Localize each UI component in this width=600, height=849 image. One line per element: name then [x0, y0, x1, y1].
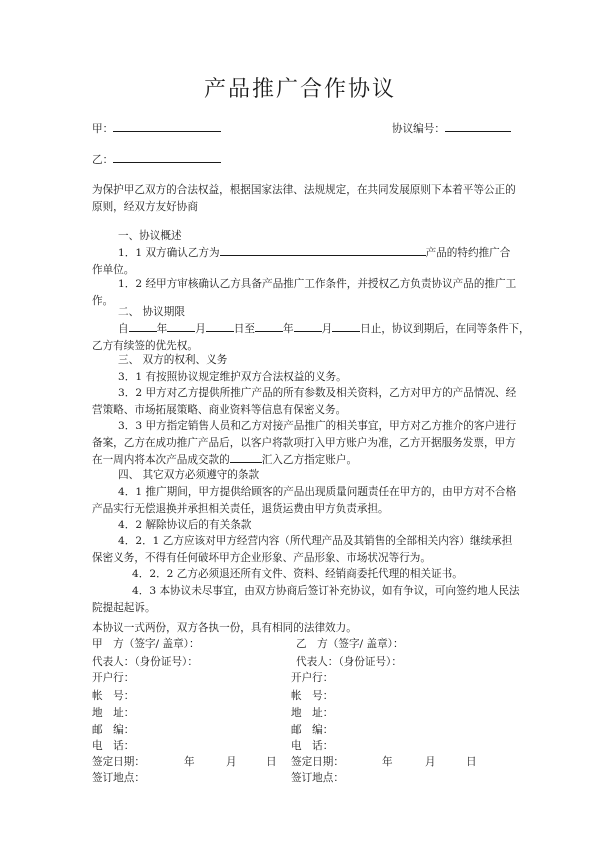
clause-4-2-2: 4．2．2 乙方必须退还所有文件、资料、经销商委托代理的相关证书。 — [132, 568, 463, 580]
clause-4-2-1-line-2: 保密义务，不得有任何破坏甲方企业形象、产品形象、市场状况等行为。 — [92, 552, 431, 564]
term-day-to: 日至 — [233, 323, 255, 335]
party-a-field — [92, 121, 221, 137]
end-month-blank — [294, 321, 322, 332]
term-from: 自 — [118, 323, 129, 335]
payment-percent-blank — [230, 452, 262, 463]
rep-a: 代表人：（身份证号）： — [92, 656, 198, 668]
term-month-label: 月 — [195, 323, 206, 335]
end-day-blank — [332, 321, 360, 332]
clause-3-2-line-2: 营策略、市场拓展策略、商业资料等信息有保密义务。 — [92, 404, 347, 416]
sign-date-a-month: 月 — [226, 756, 237, 768]
end-year-blank — [255, 321, 283, 332]
bank-b: 开户行： — [291, 672, 334, 684]
section-4-heading: 四、 其它双方必须遵守的条款 — [118, 469, 260, 481]
sig-a-title: 甲 方（签字/ 盖章）： — [92, 638, 200, 650]
term-end-year-label: 年 — [282, 323, 294, 335]
sign-date-b-month: 月 — [425, 756, 436, 768]
section-3-heading: 三、 双方的权利、义务 — [118, 354, 228, 366]
term-line — [118, 321, 530, 337]
clause-1-1-cont: 作单位。 — [92, 264, 135, 276]
term-year-label: 年 — [156, 323, 168, 335]
term-line-2: 乙方有续签的优先权。 — [92, 340, 198, 352]
sign-date-a-label: 签定日期： — [92, 756, 145, 768]
party-a-label: 甲： — [92, 123, 114, 135]
phone-b: 电 话： — [291, 740, 334, 752]
clause-3-3-line-3 — [92, 452, 357, 468]
clause-4-3-line-1: 4．3 本协议未尽事宜，由双方协商后签订补充协议，如有争议，可向签约地人民法 — [132, 585, 520, 597]
sign-date-b-year: 年 — [382, 756, 393, 768]
start-day-blank — [206, 321, 234, 332]
agreement-no-blank — [445, 121, 511, 132]
rep-b: 代表人：（身份证号）： — [296, 656, 402, 668]
product-name-blank — [220, 245, 426, 256]
section-2-heading: 二、 协议期限 — [118, 306, 185, 318]
clause-3-2-line-1: 3．2 甲方对乙方提供所推广产品的所有参数及相关资料，乙方对甲方的产品情况、经 — [118, 387, 517, 399]
clause-3-3-line-3-end: 汇入乙方指定账户。 — [261, 454, 358, 466]
account-a: 帐 号： — [92, 690, 135, 702]
term-end-text: 日止，协议到期后，在同等条件下， — [360, 323, 530, 335]
sign-date-a-year: 年 — [184, 756, 195, 768]
clause-1-2-line-1: 1．2 经甲方审核确认乙方具备产品推广工作条件，并授权乙方负责协议产品的推广工 — [118, 278, 517, 290]
clause-1-1-text: 1．1 双方确认乙方为 — [118, 247, 220, 259]
postcode-a: 邮 编： — [92, 724, 135, 736]
intro-line-2: 原则，经双方友好协商 — [92, 201, 198, 213]
party-b-blank — [113, 152, 221, 163]
clause-4-2: 4．2 解除协议后的有关条款 — [118, 519, 252, 531]
intro-line-1: 为保护甲乙双方的合法权益，根据国家法律、法规规定，在共同发展原则下本着平等公正的 — [92, 184, 516, 196]
clause-3-3-line-3-text: 在一周内将本次产品成交款的 — [92, 454, 230, 466]
account-b: 帐 号： — [291, 690, 334, 702]
sign-date-a-day: 日 — [266, 756, 277, 768]
clause-4-1-line-1: 4．1 推广期间，甲方提供给顾客的产品出现质量问题责任在甲方的，由甲方对不合格 — [118, 486, 517, 498]
clause-1-1-text-end: 产品的特约推广合 — [425, 247, 511, 259]
start-month-blank — [167, 321, 195, 332]
clause-3-1: 3．1 有按照协议规定维护双方合法权益的义务。 — [118, 371, 347, 383]
clause-3-3-line-1: 3．3 甲方指定销售人员和乙方对接产品推广的相关事宜，甲方对乙方推介的客户进行 — [118, 420, 517, 432]
bank-a: 开户行： — [92, 672, 135, 684]
party-a-blank — [113, 121, 221, 132]
address-a: 地 址： — [92, 707, 135, 719]
sign-date-b-day: 日 — [466, 756, 477, 768]
clause-4-1-line-2: 产品实行无偿退换并承担相关责任，退货运费由甲方负责承担。 — [92, 503, 389, 515]
agreement-no-field — [392, 121, 511, 137]
sign-place-a: 签订地点： — [92, 772, 145, 784]
party-b-field — [92, 152, 221, 168]
start-year-blank — [129, 321, 157, 332]
section-1-heading: 一、协议概述 — [118, 230, 182, 242]
clause-3-3-line-2: 备案，乙方在成功推广产品后，以客户将款项打入甲方账户为准，乙方开据服务发票，甲方 — [92, 437, 516, 449]
clause-4-2-1-line-1: 4．2．1 乙方应该对甲方经营内容（所代理产品及其销售的全部相关内容）继续承担 — [118, 535, 513, 547]
sign-date-b-label: 签定日期： — [291, 756, 344, 768]
clause-1-2-line-2: 作。 — [92, 295, 114, 307]
agreement-no-label: 协议编号： — [392, 123, 445, 135]
clause-4-3-line-2: 院提起起诉。 — [92, 602, 156, 614]
sig-b-title: 乙 方（签字/ 盖章）： — [296, 638, 404, 650]
address-b: 地 址： — [291, 707, 334, 719]
closing-statement: 本协议一式两份，双方各执一份，具有相同的法律效力。 — [92, 622, 357, 634]
postcode-b: 邮 编： — [291, 724, 334, 736]
document-title: 产品推广合作协议 — [203, 77, 396, 102]
term-end-month-label: 月 — [321, 323, 333, 335]
phone-a: 电 话： — [92, 740, 135, 752]
sign-place-b: 签订地点： — [291, 772, 344, 784]
party-b-label: 乙： — [92, 154, 114, 166]
clause-1-1 — [118, 245, 510, 261]
